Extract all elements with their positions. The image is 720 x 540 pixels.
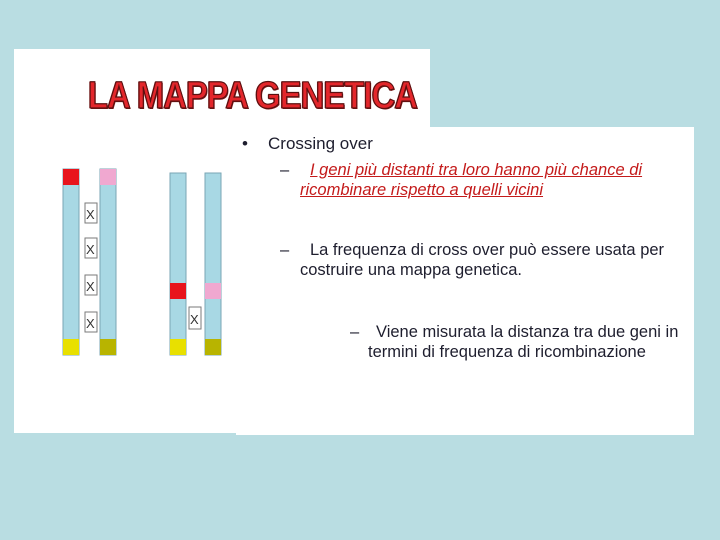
sub-point-3 <box>350 322 690 362</box>
gene-olive-4 <box>205 339 221 355</box>
dash-1: – <box>280 161 290 179</box>
slide-title: LA MAPPA GENETICA <box>88 75 418 117</box>
point-2-text: La frequenza di cross over può essere usata per costruire una mappa genetica. <box>300 241 665 279</box>
point-3-text: Viene misurata la distanza tra due geni in termini di frequenza di ricombinazione <box>368 323 679 361</box>
dash-3: – <box>350 323 360 341</box>
chromosome-4 <box>205 173 221 355</box>
chromosome-1 <box>63 169 79 355</box>
sub-point-1 <box>280 160 680 200</box>
gene-pink-4 <box>205 283 221 299</box>
gene-yellow-1 <box>63 339 79 355</box>
bullet-heading <box>242 134 373 154</box>
point-1-text: I geni più distanti tra loro hanno più chance di ricombinare rispetto a quelli vicini <box>300 161 643 199</box>
gene-yellow-3 <box>170 339 186 355</box>
gene-red-3 <box>170 283 186 299</box>
cross-mark-3: X <box>86 279 95 294</box>
cross-mark-4: X <box>86 316 95 331</box>
gene-olive-2 <box>100 339 116 355</box>
dash-2: – <box>280 241 290 259</box>
chromosome-3 <box>170 173 186 355</box>
heading-text: Crossing over <box>268 134 373 153</box>
chromosome-diagram <box>55 165 235 365</box>
bullet-symbol: • <box>242 134 248 153</box>
chromosome-pair-right <box>170 173 221 355</box>
cross-mark-5: X <box>190 312 199 327</box>
chromosome-2 <box>100 169 116 355</box>
cross-mark-1: X <box>86 207 95 222</box>
gene-pink-2 <box>100 169 116 185</box>
gene-red-1 <box>63 169 79 185</box>
sub-point-2 <box>280 240 680 280</box>
cross-mark-2: X <box>86 242 95 257</box>
chromosome-pair-left <box>63 169 116 355</box>
